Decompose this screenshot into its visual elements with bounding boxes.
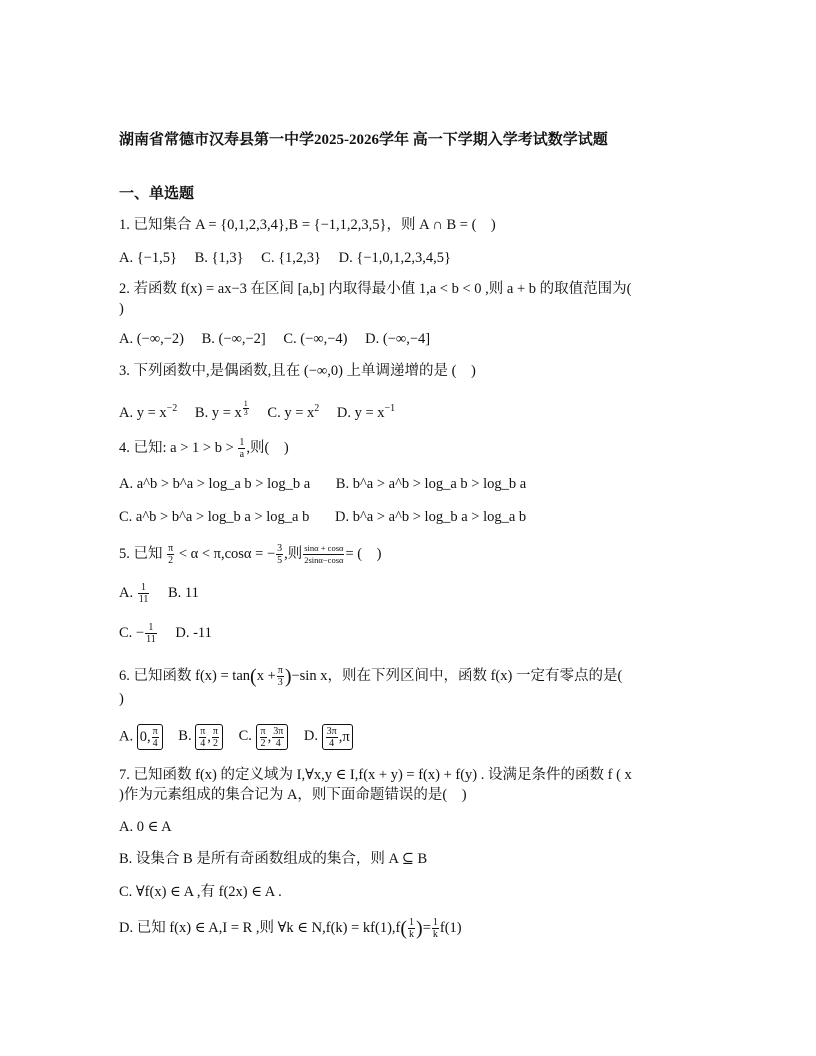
q5-option-d: D. -11 [175,624,212,641]
q5-option-a-frac [138,582,150,605]
q4-option-b: B. b^a > a^b > log_a b > log_b a [335,476,527,492]
q6-option-d-range: $\frac{3\pi}{4}$ ,π [322,724,353,750]
q3-option-c-exp: 2 [314,403,320,414]
q5-options-row-1 [119,582,199,605]
q3-option-c-text: C. y = x [267,404,315,421]
q5-f3-den: 2sinα−cosα [304,555,344,565]
q5-frac-3-5 [276,543,283,566]
q3-option-c [267,400,319,422]
q4-option-d: D. b^a > a^b > log_b a > log_a b [335,509,527,525]
question-2-stem-tail: ) [119,301,124,317]
q5-stem-a: 5. 已知 [119,545,163,562]
q5-frac-pi-2 [167,543,174,566]
section-heading: 一、单选题 [119,186,195,202]
q5-f3-num: sinα + cosα [304,543,344,553]
q5-options-row-2 [119,622,212,645]
q2-option-b: B. (−∞,−2] [201,331,266,347]
q5-stem-b: < α < π,cosα = − [178,545,276,562]
q3-option-d [337,400,395,422]
q5-stem-c: ,则 [284,545,303,562]
question-6-stem [119,665,622,688]
q3-option-d-text: D. y = x [336,404,385,421]
q6-option-d-label: D. [303,728,318,745]
question-2-stem: 2. 若函数 f(x) = ax−3 在区间 [a,b] 内取得最小值 1,a < b < 0 ,则 a + b 的取值范围为( [119,281,632,297]
q7-optd-f2-den: k [432,929,438,940]
q6-stem-a: 6. 已知函数 f(x) = tan [119,667,251,684]
q3-option-d-exp: −1 [384,403,396,414]
q5-frac-trig [303,543,344,566]
q6-option-c-label: C. [238,728,252,745]
q7-option-c: C. ∀f(x) ∈ A ,有 f(2x) ∈ A . [119,884,282,900]
q5-f1-num: π [168,543,174,554]
q5-opta-num: 1 [138,582,150,594]
q2-option-c: C. (−∞,−4) [283,331,348,347]
q5-opta-den: 11 [138,594,149,605]
q5-stem-d: = ( ) [345,545,382,562]
q1-option-b: B. {1,3} [194,250,244,266]
q6-option-b-label: B. [178,728,192,745]
q1-option-c: C. {1,2,3} [261,250,322,266]
q5-f2-den: 5 [277,555,283,566]
question-1-stem: 1. 已知集合 A = {0,1,2,3,4},B = {−1,1,2,3,5}，则 A ∩ B = ( ) [119,217,496,233]
q6-option-a-range: 0, $\frac{\pi}{4}$ [137,724,163,750]
q6-option-b-range: $\frac{\pi}{4}$ , $\frac{\pi}{2}$ [195,724,223,750]
q5-option-b: B. 11 [168,584,199,601]
q7-optd-f1-num: 1 [409,917,415,928]
question-2-options [119,330,444,348]
q6-paren-close: ) [284,665,292,688]
q3-option-a-exp: −2 [166,403,178,414]
q3-option-a-text: A. y = x [119,404,167,421]
question-4-stem [119,437,289,460]
q4-stem-b: ,则( ) [246,439,289,456]
q6-inner-den: 3 [277,677,283,688]
q7-option-d-a: D. 已知 f(x) ∈ A,I = R ,则 ∀k ∈ N,f(k) = kf(1),f [119,919,401,936]
q1-option-d: D. {−1,0,1,2,3,4,5} [338,250,451,266]
q4-options-row-2 [119,508,540,526]
q6-option-c-range: $\frac{\pi}{2}$ , $\frac{3\pi}{4}$ [256,724,289,750]
q4-option-a: A. a^b > b^a > log_a b > log_b a [119,476,311,492]
q6-inner-num: π [277,665,283,676]
q7-option-d-c: f(1) [439,919,462,936]
q7-option-a: A. 0 ∈ A [119,819,172,835]
q4-frac-den: a [239,449,245,460]
q3-option-b [195,400,250,422]
q1-option-a: A. {−1,5} [119,250,177,266]
q7-optd-frac-2 [432,917,439,940]
q5-option-a-label: A. [119,584,134,601]
question-1-options [119,249,465,267]
q3-option-a [119,400,177,422]
q5-optc-den: 11 [146,634,156,645]
q7-paren-close: ) [416,917,423,940]
q2-option-d: D. (−∞,−4] [365,331,431,347]
q3-exp-den: 3 [243,408,248,418]
q5-f2-num: 3 [277,543,283,554]
q7-optd-frac-1 [408,917,415,940]
q5-option-c-label: C. − [119,624,145,641]
q4-options-row-1 [119,475,540,493]
q3-exp-num: 1 [243,399,248,409]
page-title: 湖南省常德市汉寿县第一中学2025-2026学年 高一下学期入学考试数学试题 [119,132,608,148]
q5-f1-den: 2 [168,555,174,566]
q4-stem-a: 4. 已知: a > 1 > b > [119,439,234,456]
q6-inner-pre: x + [256,667,276,684]
q6-options [119,724,353,750]
q7-optd-f2-num: 1 [432,917,438,928]
q7-option-d-b: = [422,919,431,936]
question-3-stem: 3. 下列函数中,是偶函数,且在 (−∞,0) 上单调递增的是 ( ) [119,363,476,379]
q7-optd-f1-den: k [409,929,415,940]
q6-paren-open: ( [250,665,257,688]
question-7-stem-1: 7. 已知函数 f(x) 的定义域为 I,∀x,y ∈ I,f(x + y) = f(x) + f(y) . 设满足条件的函数 f ( x [119,767,632,783]
q4-frac-num: 1 [239,437,245,448]
question-6-stem-tail: ) [119,691,124,707]
q4-fraction [238,437,245,460]
question-5-stem [119,543,381,566]
q2-option-a: A. (−∞,−2) [119,331,184,347]
q7-option-d [119,917,462,940]
q6-stem-b: −sin x，则在下列区间中，函数 f(x) 一定有零点的是( [291,667,623,684]
q7-paren-open: ( [400,917,408,940]
question-7-stem-2: )作为元素组成的集合记为 A，则下面命题错误的是( ) [119,787,467,803]
q5-option-c-frac [145,622,157,645]
q3-option-b-text: B. y = x [194,404,242,421]
q7-option-b: B. 设集合 B 是所有奇函数组成的集合，则 A ⊆ B [119,851,428,867]
q4-option-c: C. a^b > b^a > log_b a > log_a b [119,509,310,525]
question-3-options [119,400,409,422]
q5-optc-num: 1 [145,622,157,634]
q6-inner-frac [277,665,284,688]
q3-option-b-exp [243,400,249,417]
q6-option-a-label: A. [119,728,134,745]
